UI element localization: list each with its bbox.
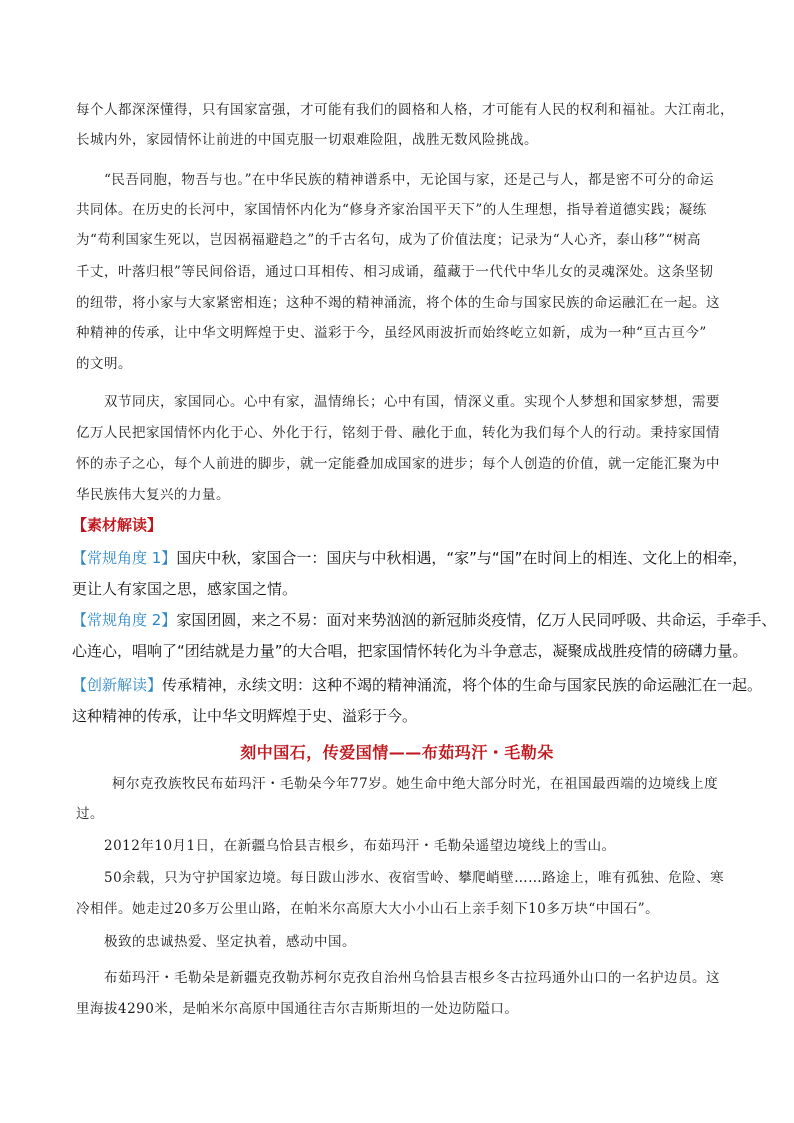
para3-line-4: 华民族伟大复兴的力量。 (76, 487, 230, 503)
para1-line-1: 每个人都深深懂得，只有国家富强，才可能有我们的圆格和人格，才可能有人民的权利和福祉。大江南北， (76, 102, 734, 118)
story-line-4: 50余载，只为守护国家边境。每日跋山涉水、夜宿雪岭、攀爬峭壁……路途上，唯有孤独、危险、寒 (104, 870, 725, 886)
para2-line-5: 的纽带，将小家与大家紧密相连；这种不竭的精神涌流，将个体的生命与国家民族的命运融汇在一起。这 (76, 295, 720, 311)
para3-line-2: 亿万人民把家国情怀内化于心、外化于行，铭刻于骨、融化于血，转化为我们每个人的行动。秉持家国情 (76, 425, 720, 441)
story-line-2: 过。 (76, 806, 104, 822)
para2-line-4: 千丈，叶落归根”等民间俗语，通过口耳相传、相习成诵，蕴藏于一代代中华儿女的灵魂深处。这条坚韧 (76, 264, 714, 280)
creative-text-1: 传承精神，永续文明：这种不竭的精神涌流，将个体的生命与国家民族的命运融汇在一起。 (162, 676, 763, 694)
story-line-8: 里海拔4290米，是帕米尔高原中国通往吉尔吉斯斯坦的一处边防隘口。 (76, 1001, 519, 1017)
angle-1-tag: 【常规角度 1】 (72, 549, 177, 567)
para2-line-3: 为“苟利国家生死以，岂因祸福避趋之”的千古名句，成为了价值法度；记录为“人心齐，泰山移”“树高 (76, 232, 702, 248)
angle-2-line-1 (72, 609, 776, 630)
creative-line-1 (72, 674, 762, 695)
para2-line-1: “民吾同胞，物吾与也。”在中华民族的精神谱系中，无论国与家，还是己与人，都是密不可分的命运 (104, 172, 715, 188)
angle-1-line-2: 更让人有家国之思，感家国之情。 (72, 580, 298, 598)
story-line-3: 2012年10月1日，在新疆乌恰县吉根乡，布茹玛汗・毛勒朵遥望边境线上的雪山。 (104, 838, 616, 854)
para2-line-2: 共同体。在历史的长河中，家国情怀内化为“修身齐家治国平天下”的人生理想，指导着道德实践；凝练 (76, 202, 707, 218)
angle-2-text-1: 家国团圆，来之不易：面对来势汹汹的新冠肺炎疫情，亿万人民同呼吸、共命运，手牵手、 (176, 611, 777, 629)
angle-1-line-1 (72, 547, 747, 568)
angle-1-text-1: 国庆中秋，家国合一：国庆与中秋相遇，“家”与“国”在时间上的相连、文化上的相牵， (176, 549, 748, 567)
story-line-5: 冷相伴。她走过20多万公里山路，在帕米尔高原大大小小山石上亲手刻下10多万块“中国石”。 (76, 901, 660, 917)
angle-2-line-2: 心连心，唱响了“团结就是力量”的大合唱，把家国情怀转化为斗争意志，凝聚成战胜疫情的磅礴力量。 (72, 642, 748, 660)
story-line-6: 极致的忠诚热爱、坚定执着，感动中国。 (104, 934, 356, 950)
para3-line-3: 怀的赤子之心，每个人前进的脚步，就一定能叠加成国家的进步；每个人创造的价值，就一定能汇聚为中 (76, 456, 720, 472)
creative-tag: 【创新解读】 (72, 676, 163, 694)
story-title: 刻中国石，传爱国情——布茹玛汗・毛勒朵 (240, 743, 554, 762)
para3-line-1: 双节同庆，家国同心。心中有家，温情绵长；心中有国，情深义重。实现个人梦想和国家梦想，需要 (104, 394, 720, 410)
story-line-7: 布茹玛汗・毛勒朵是新疆克孜勒苏柯尔克孜自治州乌恰县吉根乡冬古拉玛通外山口的一名护边员。这 (104, 970, 720, 986)
section-heading: 【素材解读】 (72, 516, 163, 534)
para2-line-7: 的文明。 (76, 356, 132, 372)
para1-line-2: 长城内外，家园情怀让前进的中国克服一切艰难险阻，战胜无数风险挑战。 (76, 132, 538, 148)
para2-line-6: 种精神的传承，让中华文明辉煌于史、溢彩于今，虽经风雨波折而始终屹立如新，成为一种“亘古亘今” (76, 325, 707, 341)
story-line-1: 柯尔克孜族牧民布茹玛汗・毛勒朵今年77岁。她生命中绝大部分时光，在祖国最西端的边境线上度 (112, 776, 719, 792)
angle-2-tag: 【常规角度 2】 (72, 611, 177, 629)
creative-line-2: 这种精神的传承，让中华文明辉煌于史、溢彩于今。 (72, 707, 418, 725)
